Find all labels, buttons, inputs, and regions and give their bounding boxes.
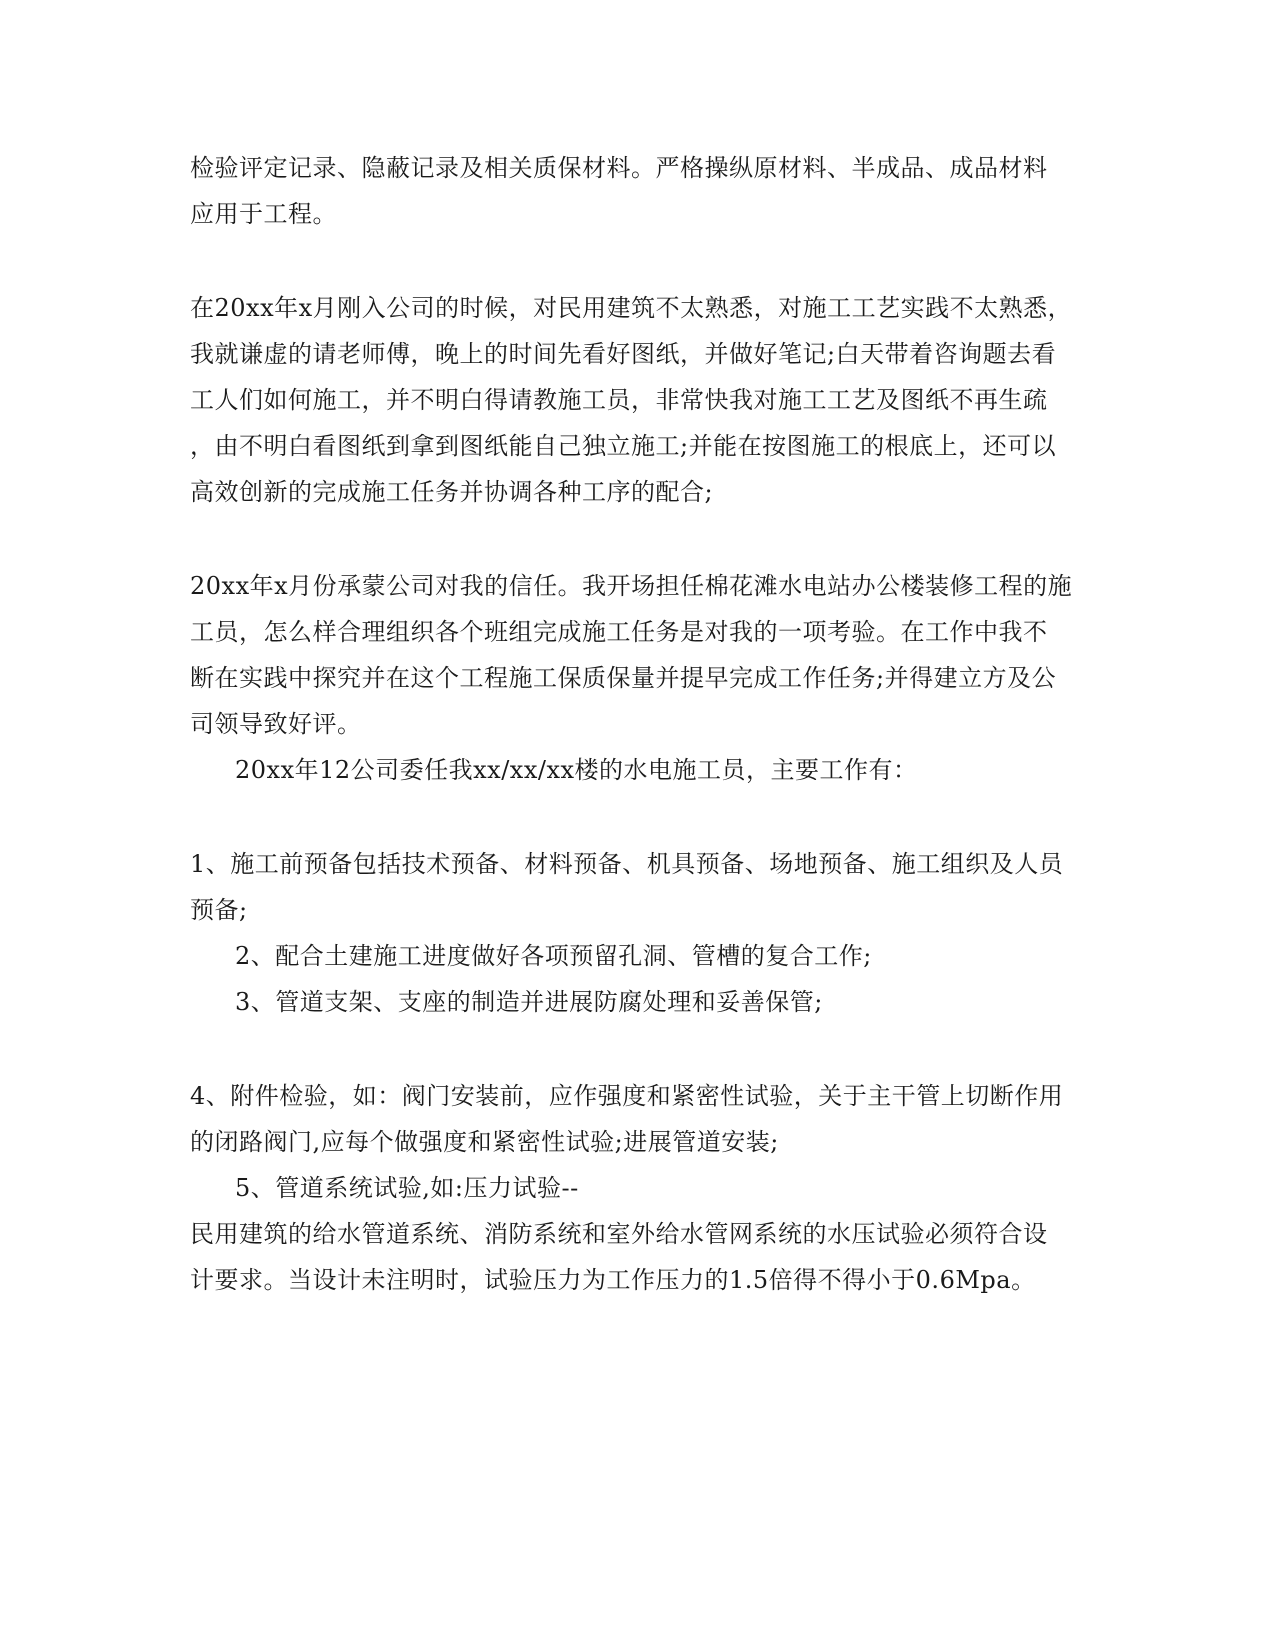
paragraph-line: 断在实践中探究并在这个工程施工保质保量并提早完成工作任务;并得建立方及公: [190, 664, 1057, 692]
list-item: 5、管道系统试验,如:压力试验--: [235, 1174, 579, 1202]
list-item: 的闭路阀门,应每个做强度和紧密性试验;进展管道安装;: [190, 1128, 779, 1156]
paragraph-line: 20xx年x月份承蒙公司对我的信任。我开场担任棉花滩水电站办公楼装修工程的施: [190, 572, 1073, 600]
paragraph-line: ，由不明白看图纸到拿到图纸能自己独立施工;并能在按图施工的根底上，还可以: [190, 432, 1057, 460]
paragraph-line: 司领导致好评。: [190, 710, 362, 738]
paragraph-line: 在20xx年x月刚入公司的时候，对民用建筑不太熟悉，对施工工艺实践不太熟悉，: [190, 294, 1073, 322]
paragraph-line: 工员，怎么样合理组织各个班组完成施工任务是对我的一项考验。在工作中我不: [190, 618, 1048, 646]
list-item: 1、施工前预备包括技术预备、材料预备、机具预备、场地预备、施工组织及人员: [190, 850, 1064, 878]
list-item: 3、管道支架、支座的制造并进展防腐处理和妥善保管;: [235, 988, 823, 1016]
paragraph-line: 我就谦虚的请老师傅，晚上的时间先看好图纸，并做好笔记;白天带着咨询题去看: [190, 340, 1057, 368]
paragraph-line: 检验评定记录、隐蔽记录及相关质保材料。严格操纵原材料、半成品、成品材料: [190, 154, 1048, 182]
list-item: 4、附件检验，如：阀门安装前，应作强度和紧密性试验，关于主干管上切断作用: [190, 1082, 1064, 1110]
paragraph-line: 高效创新的完成施工任务并协调各种工序的配合;: [190, 478, 714, 506]
list-item: 2、配合土建施工进度做好各项预留孔洞、管槽的复合工作;: [235, 942, 872, 970]
paragraph-line: 计要求。当设计未注明时，试验压力为工作压力的1.5倍得不得小于0.6Mpa。: [190, 1266, 1036, 1294]
paragraph-line: 工人们如何施工，并不明白得请教施工员，非常快我对施工工艺及图纸不再生疏: [190, 386, 1048, 414]
paragraph-line: 应用于工程。: [190, 200, 337, 228]
list-item: 预备;: [190, 896, 248, 924]
paragraph-line: 民用建筑的给水管道系统、消防系统和室外给水管网系统的水压试验必须符合设: [190, 1220, 1048, 1248]
paragraph-line: 20xx年12公司委任我xx/xx/xx楼的水电施工员，主要工作有：: [235, 756, 918, 784]
